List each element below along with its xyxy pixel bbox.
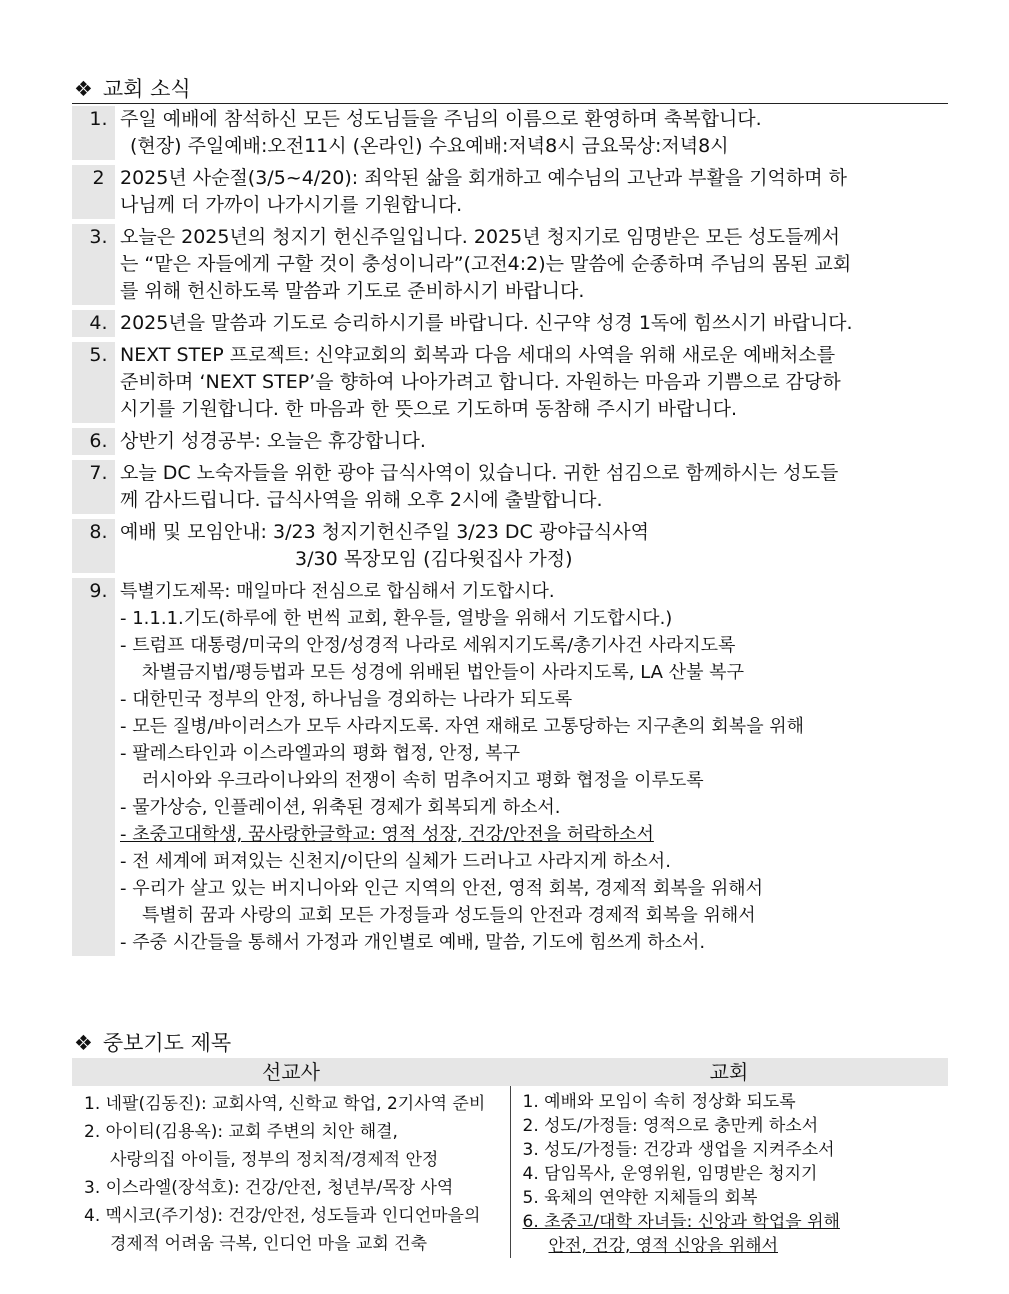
item-number: 4. [72, 310, 115, 337]
church-column-header: 교회 [709, 1060, 749, 1084]
news-item [72, 460, 948, 514]
prayer-line: - 대한민국 정부의 안정, 하나님을 경외하는 나라가 되도록 [120, 689, 573, 710]
missionary-item: 사랑의집 아이들, 정부의 정치적/경제적 안정 [110, 1150, 439, 1170]
news-item [72, 224, 948, 305]
item-text: 준비하며 ‘NEXT STEP’을 향하여 나아가려고 합니다. 자원하는 마음과 기쁨으로 감당하 [120, 371, 841, 393]
news-item [72, 519, 948, 573]
intercession-table-header [72, 1058, 948, 1086]
item-text: 예배 및 모임안내: 3/23 청지기헌신주일 3/23 DC 광야급식사역 [120, 521, 649, 543]
prayer-line: - 초중고대학생, 꿈사랑한글학교: 영적 성장, 건강/안전을 허락하소서 [120, 824, 654, 845]
missionary-column [72, 1086, 511, 1258]
news-item [72, 165, 948, 219]
prayer-line: 러시아와 우크라이나와의 전쟁이 속히 멈추어지고 평화 협정을 이루도록 [142, 770, 704, 791]
missionary-item: 4. 멕시코(주기성): 건강/안전, 성도들과 인디언마을의 [84, 1206, 481, 1226]
item-text: 2025년을 말씀과 기도로 승리하시기를 바랍니다. 신구약 성경 1독에 힘쓰시기 바랍니다. [120, 312, 853, 334]
item-text: (현장) 주일예배:오전11시 (온라인) 수요예배:저녁8시 금요묵상:저녁8시 [130, 135, 729, 157]
item-text: 나님께 더 가까이 나가시기를 기원합니다. [120, 194, 463, 216]
news-divider [72, 103, 948, 104]
prayer-line: - 주중 시간들을 통해서 가정과 개인별로 예배, 말씀, 기도에 힘쓰게 하소서. [120, 932, 706, 953]
diamond-bullet-icon: ❖ [74, 77, 93, 101]
news-item [72, 106, 948, 160]
missionary-item: 3. 이스라엘(장석호): 건강/안전, 청년부/목장 사역 [84, 1178, 454, 1198]
prayer-line: 차별금지법/평등법과 모든 성경에 위배된 법안들이 사라지도록, LA 산불 복구 [142, 662, 744, 683]
item-number: 5. [72, 342, 115, 423]
item-text: 께 감사드립니다. 급식사역을 위해 오후 2시에 출발합니다. [120, 489, 603, 511]
item-text: 오늘은 2025년의 청지기 헌신주일입니다. 2025년 청지기로 임명받은 모든 성도들께서 [120, 226, 841, 248]
intercession-table [72, 1058, 948, 1258]
news-item [72, 310, 948, 337]
item-number: 8. [72, 519, 115, 573]
missionary-item: 1. 네팔(김동진): 교회사역, 신학교 학업, 2기사역 준비 [84, 1094, 486, 1114]
prayer-line: - 모든 질병/바이러스가 모두 사라지도록. 자연 재해로 고통당하는 지구촌의 회복을 위해 [120, 716, 805, 737]
church-item: 1. 예배와 모임이 속히 정상화 되도록 [522, 1092, 796, 1112]
item-text: 오늘 DC 노숙자들을 위한 광야 급식사역이 있습니다. 귀한 섬김으로 함께하시는 성도들 [120, 462, 839, 484]
diamond-bullet-icon: ❖ [74, 1031, 93, 1055]
prayer-intro: 특별기도제목: 매일마다 전심으로 합심해서 기도합시다. [120, 581, 555, 602]
church-item: 4. 담임목사, 운영위원, 임명받은 청지기 [522, 1164, 818, 1184]
prayer-line: - 전 세계에 퍼져있는 신천지/이단의 실체가 드러나고 사라지게 하소서. [120, 851, 671, 872]
missionary-item: 경제적 어려움 극복, 인디언 마을 교회 건축 [110, 1234, 428, 1254]
prayer-line: - 팔레스타인과 이스라엘과의 평화 협정, 안정, 복구 [120, 743, 521, 764]
item-number: 2 [72, 165, 115, 219]
item-text: 는 “맡은 자들에게 구할 것이 충성이니라”(고전4:2)는 말씀에 순종하며 주님의 몸된 교회 [120, 253, 852, 275]
item-text: 상반기 성경공부: 오늘은 휴강합니다. [120, 430, 426, 452]
church-item: 3. 성도/가정들: 건강과 생업을 지켜주소서 [522, 1140, 835, 1160]
prayer-line: - 1.1.1.기도(하루에 한 번씩 교회, 환우들, 열방을 위해서 기도합시다.) [120, 608, 673, 629]
prayer-line: - 물가상승, 인플레이션, 위축된 경제가 회복되게 하소서. [120, 797, 561, 818]
news-item [72, 428, 948, 455]
prayer-item [72, 578, 948, 956]
item-text: 시기를 기원합니다. 한 마음과 한 뜻으로 기도하며 동참해 주시기 바랍니다. [120, 398, 738, 420]
item-text: 를 위해 헌신하도록 말씀과 기도로 준비하시기 바랍니다. [120, 280, 585, 302]
news-list [72, 106, 948, 961]
intercession-section-title: ❖ 중보기도 제목 [74, 1031, 232, 1055]
item-number: 1. [72, 106, 115, 160]
news-item [72, 342, 948, 423]
item-text: 2025년 사순절(3/5~4/20): 죄악된 삶을 회개하고 예수님의 고난과 부활을 기억하며 하 [120, 167, 848, 189]
item-number: 3. [72, 224, 115, 305]
prayer-line: 특별히 꿈과 사랑의 교회 모든 가정들과 성도들의 안전과 경제적 회복을 위해서 [142, 905, 756, 926]
item-text: 주일 예배에 참석하신 모든 성도님들을 주님의 이름으로 환영하며 축복합니다. [120, 108, 762, 130]
item-number: 7. [72, 460, 115, 514]
item-text: NEXT STEP 프로젝트: 신약교회의 회복과 다음 세대의 사역을 위해 새로운 예배처소를 [120, 344, 836, 366]
item-number: 9. [72, 578, 115, 956]
church-item: 안전, 건강, 영적 신앙을 위해서 [548, 1236, 778, 1256]
prayer-line: - 우리가 살고 있는 버지니아와 인근 지역의 안전, 영적 회복, 경제적 회복을 위해서 [120, 878, 764, 899]
church-item: 5. 육체의 연약한 지체들의 회복 [522, 1188, 758, 1208]
missionary-item: 2. 아이티(김용옥): 교회 주변의 치안 해결, [84, 1122, 398, 1142]
church-column [511, 1086, 949, 1258]
item-number: 6. [72, 428, 115, 455]
church-item: 6. 초중고/대학 자녀들: 신앙과 학업을 위해 [522, 1212, 840, 1232]
item-text: 3/30 목장모임 (김다윗집사 가정) [295, 548, 573, 570]
news-section-title: ❖ 교회 소식 [74, 77, 191, 101]
church-item: 2. 성도/가정들: 영적으로 충만케 하소서 [522, 1116, 819, 1136]
prayer-line: - 트럼프 대통령/미국의 안정/성경적 나라로 세워지기도록/총기사건 사라지도록 [120, 635, 736, 656]
missionary-column-header: 선교사 [262, 1060, 320, 1084]
